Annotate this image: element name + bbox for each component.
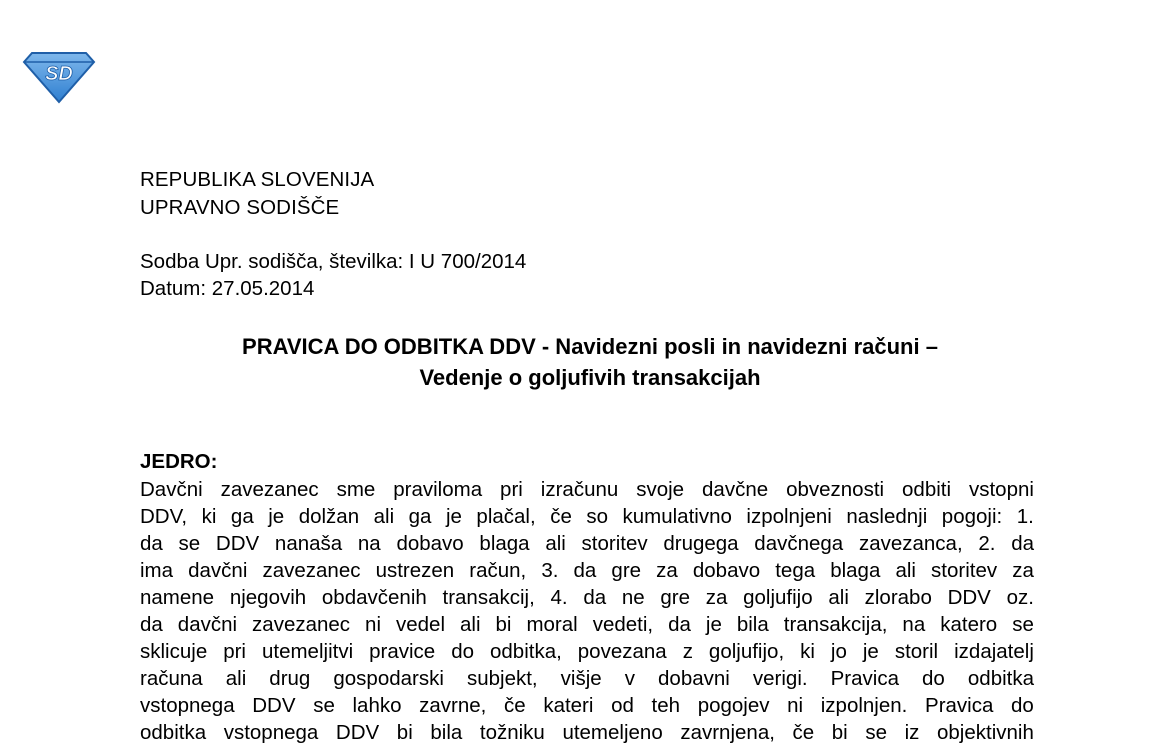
- court-name: UPRAVNO SODIŠČE: [140, 196, 340, 219]
- body-line: da se DDV nanaša na dobavo blaga ali storitev drugega davčnega zavezanca, 2. da: [140, 532, 1034, 555]
- court-logo: [22, 50, 96, 104]
- court-header: [140, 166, 374, 222]
- body-line: Davčni zavezanec sme praviloma pri izračunu svoje davčne obveznosti odbiti vstopni: [140, 478, 1034, 501]
- body-line: DDV, ki ga je dolžan ali ga je plačal, če so kumulativno izpolnjeni naslednji pogoji: 1.: [140, 505, 1034, 528]
- body-line: vstopnega DDV se lahko zavrne, če kateri od teh pogojev ni izpolnjen. Pravica do: [140, 694, 1034, 717]
- body-line: sklicuje pri utemeljitvi pravice do odbitka, povezana z goljufijo, ki jo je storil izdajatelj: [140, 640, 1034, 663]
- body-line: da davčni zavezanec ni vedel ali bi moral vedeti, da je bila transakcija, na katero se: [140, 613, 1034, 636]
- logo-lettering: SD: [45, 63, 73, 85]
- section-heading: JEDRO:: [140, 450, 218, 473]
- document-title: [140, 331, 1040, 393]
- case-date: Datum: 27.05.2014: [140, 277, 315, 300]
- section-body: [140, 476, 1034, 746]
- country-name: REPUBLIKA SLOVENIJA: [140, 168, 375, 191]
- case-reference: Sodba Upr. sodišča, številka: I U 700/2014: [140, 250, 527, 273]
- body-line: namene njegovih obdavčenih transakcij, 4. da ne gre za goljufijo ali zlorabo DDV oz.: [140, 586, 1034, 609]
- title-line-1: PRAVICA DO ODBITKA DDV - Navidezni posli in navidezni računi –: [242, 334, 938, 359]
- body-line: odbitka vstopnega DDV bi bila tožniku utemeljeno zavrnjena, če bi se iz objektivnih: [140, 721, 1034, 744]
- title-line-2: Vedenje o goljufivih transakcijah: [419, 365, 761, 390]
- case-info: [140, 248, 526, 302]
- body-line: računa ali drug gospodarski subjekt, višje v dobavni verigi. Pravica do odbitka: [140, 667, 1034, 690]
- body-line: ima davčni zavezanec ustrezen račun, 3. da gre za dobavo tega blaga ali storitev za: [140, 559, 1034, 582]
- diamond-logo-icon: [22, 50, 96, 104]
